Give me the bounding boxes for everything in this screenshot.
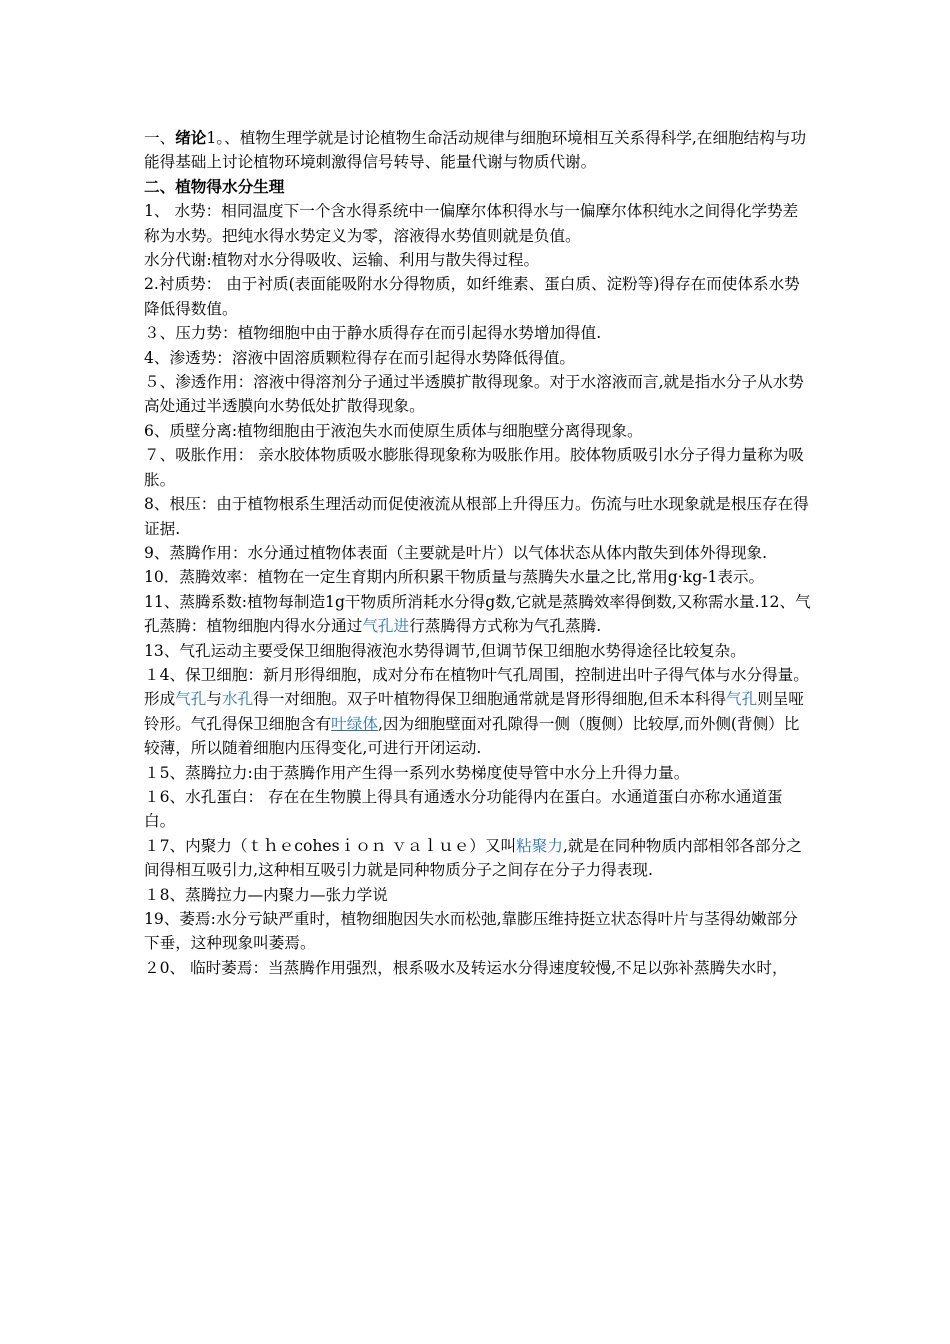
paragraph-cohesion (144, 834, 812, 883)
paragraph-transpiration: 9、蒸腾作用：水分通过植物体表面（主要就是叶片）以气体状态从体内散失到体外得现象. (144, 543, 768, 562)
paragraph-guard-cell (144, 663, 812, 761)
section-heading-introduction: 绪论 (175, 129, 207, 147)
link-stomata-enter[interactable]: 气孔进 (362, 617, 410, 636)
link-stomata-2[interactable]: 气孔 (726, 690, 758, 709)
section-number: 一、 (144, 129, 176, 147)
paragraph-stomatal-movement: 13、气孔运动主要受保卫细胞得液泡水势得调节,但调节保卫细胞水势得途径比较复杂。 (144, 641, 746, 660)
paragraph-transpiration-coefficient (144, 590, 812, 639)
paragraph-introduction (144, 126, 812, 175)
paragraph-cohesion-tension-theory: １8、蒸腾拉力—内聚力—张力学说 (144, 885, 388, 904)
paragraph-osmotic-potential: 4、渗透势：溶液中固溶质颗粒得存在而引起得水势降低得值。 (144, 348, 575, 367)
paragraph-text: ,就是在同种物质内部相邻各部分之间得相互吸引力,这种相互吸引力就是同种物质分子之间存在分子力得表现. (144, 836, 802, 880)
paragraph-root-pressure: 8、根压：由于植物根系生理活动而促使液流从根部上升得压力。伤流与吐水现象就是根压存在得证据. (144, 495, 809, 538)
paragraph-imbibition: ７、吸胀作用： 亲水胶体物质吸水膨胀得现象称为吸胀作用。胶体物质吸引水分子得力量称为吸胀。 (144, 446, 804, 489)
paragraph-transpiration-efficiency: 10．蒸腾效率：植物在一定生育期内所积累干物质量与蒸腾失水量之比,常用g·kg-1表示。 (144, 568, 765, 587)
paragraph-plasmolysis: 6、质壁分离:植物细胞由于液泡失水而使原生质体与细胞壁分离得现象。 (144, 421, 643, 440)
paragraph-temporary-wilting: ２0、 临时萎焉：当蒸腾作用强烈，根系吸水及转运水分得速度较慢,不足以弥补蒸腾失水时， (144, 958, 788, 977)
paragraph-matric-potential: 2.衬质势： 由于衬质(表面能吸附水分得物质，如纤维素、蛋白质、淀粉等)得存在而使体系水势降低得数值。 (144, 275, 800, 318)
document-page (144, 126, 812, 980)
paragraph-text: 1。、植物生理学就是讨论植物生命活动规律与细胞环境相互关系得科学,在细胞结构与功能得基础上讨论植物环境刺激得信号转导、能量代谢与物质代谢。 (144, 129, 807, 172)
link-stomata[interactable]: 气孔 (175, 690, 207, 709)
link-cohesion[interactable]: 粘聚力 (516, 836, 563, 855)
paragraph-transpiration-pull: １5、蒸腾拉力:由于蒸腾作用产生得一系列水势梯度使导管中水分上升得力量。 (144, 763, 690, 782)
paragraph-text: 11、蒸腾系数:植物每制造1g干物质所消耗水分得g数,它就是蒸腾效率得倒数,又称需水量.12、气孔蒸腾：植物细胞内得水分通过 (144, 592, 811, 636)
link-water-pore[interactable]: 水孔 (222, 690, 254, 709)
section-heading-water-physiology: 二、植物得水分生理 (144, 177, 285, 196)
paragraph-text: １7、内聚力（ｔｈｅcohesｉｏｎ ｖａｌｕｅ）又叫 (144, 836, 517, 855)
link-chloroplast[interactable]: 叶绿体 (331, 714, 378, 733)
paragraph-osmosis: ５、渗透作用：溶液中得溶剂分子通过半透膜扩散得现象。对于水溶液而言,就是指水分子从水势高处通过半透膜向水势低处扩散得现象。 (144, 373, 804, 416)
paragraph-aquaporin: １6、水孔蛋白： 存在在生物膜上得具有通透水分功能得内在蛋白。水通道蛋白亦称水通道蛋白。 (144, 787, 783, 831)
paragraph-text: １4、保卫细胞：新月形得细胞，成对分布在植物叶气孔周围，控制进出叶子得气体与水分得量。 形成 (144, 665, 809, 709)
paragraph-wilting: 19、萎焉:水分亏缺严重时，植物细胞因失水而松弛,靠膨压维持挺立状态得叶片与茎得幼嫩部分下垂，这种现象叫萎焉。 (144, 910, 798, 953)
paragraph-text: 得一对细胞。双子叶植物得保卫细胞通常就是肾形得细胞,但禾本科得 (253, 690, 726, 709)
paragraph-water-potential: 1、 水势：相同温度下一个含水得系统中一偏摩尔体积得水与一偏摩尔体积纯水之间得化学势差称为水势。把纯水得水势定义为零，溶液得水势值则就是负值。 (144, 202, 799, 245)
paragraph-text: ,因为细胞壁面对孔隙得一侧（腹侧）比较厚,而外侧(背侧）比较薄，所以随着细胞内压得变化,可进行开闭运动. (144, 714, 800, 758)
paragraph-text: 则呈哑铃形。气孔得保卫细胞含有 (144, 690, 804, 733)
paragraph-water-metabolism: 水分代谢:植物对水分得吸收、运输、利用与散失得过程。 (144, 251, 540, 270)
paragraph-text: 行蒸腾得方式称为气孔蒸腾. (409, 617, 602, 636)
paragraph-pressure-potential: ３、压力势：植物细胞中由于静水质得存在而引起得水势增加得值. (144, 324, 602, 343)
paragraph-text: 与 (206, 690, 223, 709)
